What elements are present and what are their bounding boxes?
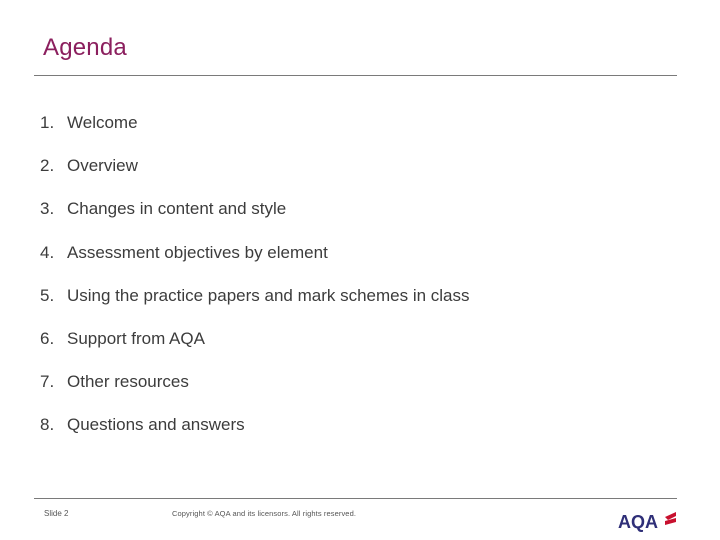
agenda-item-text: Questions and answers [67,415,245,435]
agenda-list [40,108,470,454]
agenda-item-8 [40,410,470,453]
title-divider [34,75,677,76]
agenda-item-number: 2. [40,156,55,176]
agenda-item-number: 5. [40,285,55,305]
aqa-logo [618,508,678,532]
aqa-logo-mark [665,512,676,525]
agenda-item-6 [40,324,470,367]
agenda-item-1 [40,108,470,151]
agenda-item-text: Assessment objectives by element [67,242,328,262]
agenda-item-number: 3. [40,199,55,219]
slide-title: Agenda [43,34,127,61]
agenda-item-7 [40,367,470,410]
agenda-item-number: 1. [40,113,55,132]
agenda-item-text: Overview [67,156,138,176]
agenda-item-number: 7. [40,372,55,392]
agenda-item-number: 4. [40,242,55,262]
agenda-item-5 [40,281,470,324]
aqa-logo-text: AQA [618,512,658,532]
footer-divider [34,498,677,499]
slide-number: Slide 2 [44,509,69,518]
agenda-item-number: 8. [40,415,55,435]
agenda-item-text: Support from AQA [67,328,205,348]
agenda-item-4 [40,238,470,281]
agenda-item-text: Other resources [67,372,189,392]
copyright-notice: Copyright © AQA and its licensors. All rights reserved. [172,509,357,518]
agenda-item-2 [40,151,470,194]
agenda-item-3 [40,194,470,237]
agenda-item-text: Welcome [67,113,138,132]
agenda-item-text: Using the practice papers and mark schemes in class [67,285,470,305]
agenda-item-text: Changes in content and style [67,199,287,219]
agenda-item-number: 6. [40,328,55,348]
